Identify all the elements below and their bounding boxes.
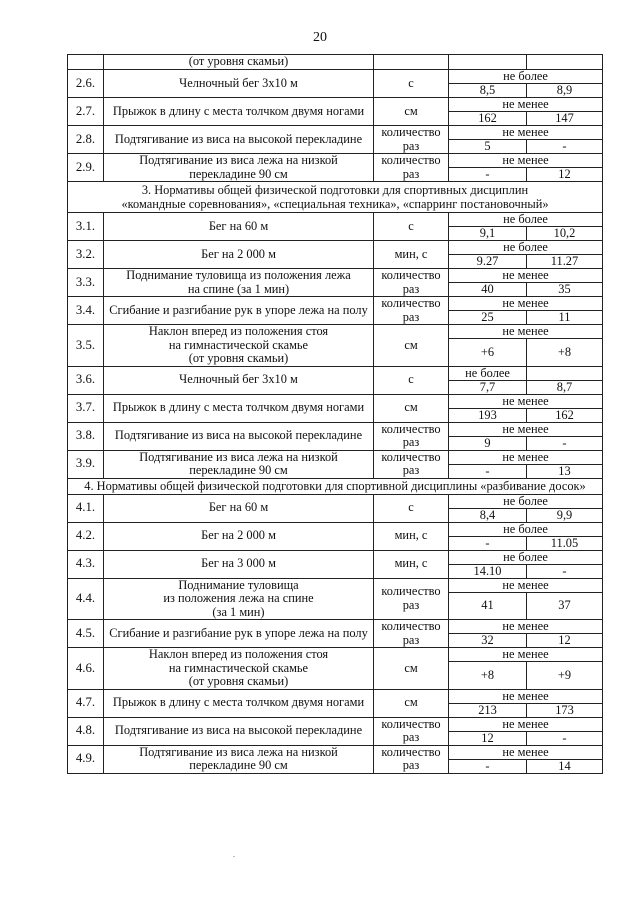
value-girls: 37: [527, 592, 603, 619]
value-girls: 9,9: [527, 508, 603, 522]
unit: [374, 366, 449, 394]
exercise-name-line: перекладине 90 см: [189, 166, 288, 181]
unit-line: с: [408, 75, 414, 90]
exercise-name-line: из положения лежа на спине: [163, 591, 314, 605]
exercise-name-line: (от уровня скамьи): [188, 674, 289, 688]
condition-label: не менее: [449, 620, 603, 634]
value-girls: 147: [527, 112, 603, 126]
exercise-name-line: Бег на 3 000 м: [201, 556, 276, 571]
table-row: [68, 213, 603, 227]
section-header: [68, 182, 603, 213]
value-boys: 213: [449, 703, 527, 717]
footer-mark: .: [233, 850, 235, 859]
exercise-name: [104, 745, 374, 773]
table-row: [68, 689, 603, 703]
value-boys: -: [449, 464, 527, 478]
condition-label: не менее: [449, 578, 603, 592]
value-boys: +6: [449, 339, 527, 366]
unit: [374, 126, 449, 154]
value-girls: +8: [527, 339, 603, 366]
exercise-name: [104, 70, 374, 98]
value-boys: 9: [449, 436, 527, 450]
unit: [374, 745, 449, 773]
exercise-name: [104, 717, 374, 745]
table-row: [68, 366, 603, 380]
exercise-name-line: Наклон вперед из положения стоя: [148, 647, 329, 661]
exercise-name: [104, 620, 374, 648]
condition-label: не менее: [449, 297, 603, 311]
value-boys: 5: [449, 140, 527, 154]
unit: [374, 325, 449, 367]
unit-line: количество: [381, 449, 441, 464]
value-girls: 35: [527, 283, 603, 297]
value-girls: 14: [527, 759, 603, 773]
exercise-name-line: Бег на 2 000 м: [201, 528, 276, 543]
continuation-row: [68, 55, 603, 70]
unit-line: см: [404, 400, 418, 415]
exercise-name: [104, 269, 374, 297]
unit: [374, 154, 449, 182]
value-girls: 8,9: [527, 84, 603, 98]
row-number: 3.8.: [68, 422, 104, 450]
exercise-name-line: на гимнастической скамье: [168, 337, 309, 352]
unit: [374, 620, 449, 648]
section-header-line: 4. Нормативы общей физической подготовки для спортивной дисциплины «разбивание досок»: [84, 479, 586, 493]
unit-line: с: [408, 500, 414, 515]
condition-label: не менее: [449, 450, 603, 464]
unit-line: количество: [381, 716, 441, 731]
value-girls: 11.05: [527, 536, 603, 550]
exercise-name: [104, 98, 374, 126]
row-number: 4.4.: [68, 578, 104, 620]
row-number: 4.6.: [68, 648, 104, 690]
value-boys: -: [449, 759, 527, 773]
row-number: 3.7.: [68, 394, 104, 422]
condition-label: не более: [449, 213, 603, 227]
value-boys: 162: [449, 112, 527, 126]
exercise-name: [104, 366, 374, 394]
unit: [374, 394, 449, 422]
unit-line: мин, с: [394, 528, 428, 543]
table-row: [68, 297, 603, 311]
unit: [374, 578, 449, 620]
unit: [374, 450, 449, 478]
condition-label: не менее: [449, 269, 603, 283]
unit-line: раз: [402, 166, 420, 181]
exercise-name-line: перекладине 90 см: [189, 463, 288, 477]
exercise-name-line: (за 1 мин): [212, 604, 265, 619]
unit-line: раз: [402, 597, 420, 612]
exercise-name: [104, 241, 374, 269]
exercise-name-line: Подтягивание из виса лежа на низкой: [139, 449, 338, 464]
value-boys: 25: [449, 311, 527, 325]
row-number: 4.2.: [68, 522, 104, 550]
value-boys: 8,5: [449, 84, 527, 98]
row-number: 3.9.: [68, 450, 104, 478]
unit-line: см: [404, 337, 418, 352]
unit-line: количество: [381, 153, 441, 167]
value-girls: 173: [527, 703, 603, 717]
unit: [374, 717, 449, 745]
table-row: [68, 745, 603, 759]
exercise-name: [104, 213, 374, 241]
condition-label: не менее: [449, 717, 603, 731]
condition-label: не более: [449, 70, 603, 84]
table-row: [68, 578, 603, 592]
row-number: 4.7.: [68, 689, 104, 717]
unit-line: см: [404, 660, 418, 675]
condition-label: не менее: [449, 745, 603, 759]
exercise-name: [104, 689, 374, 717]
section-header-row: [68, 478, 603, 494]
value-girls: 162: [527, 408, 603, 422]
row-number: 3.5.: [68, 325, 104, 367]
exercise-name-line: Бег на 60 м: [208, 218, 269, 233]
value-boys: +8: [449, 662, 527, 689]
unit-line: количество: [381, 619, 441, 633]
section-header-line: 3. Нормативы общей физической подготовки для спортивных дисциплин: [141, 183, 529, 197]
exercise-name-line: Прыжок в длину с места толчком двумя ногами: [112, 103, 365, 118]
table-row: [68, 450, 603, 464]
row-number: 2.9.: [68, 154, 104, 182]
exercise-name-line: Подтягивание из виса на высокой перекладине: [114, 723, 363, 738]
value-girls: -: [527, 436, 603, 450]
exercise-name: [104, 422, 374, 450]
unit: [374, 241, 449, 269]
condition-label: не менее: [449, 126, 603, 140]
value-girls: -: [527, 564, 603, 578]
row-number: 2.7.: [68, 98, 104, 126]
unit-line: раз: [402, 309, 420, 324]
exercise-name-line: перекладине 90 см: [189, 758, 288, 772]
table-row: [68, 154, 603, 168]
unit-line: раз: [402, 632, 420, 647]
page-number: 20: [313, 30, 327, 45]
value-boys: 32: [449, 634, 527, 648]
exercise-name-line: на спине (за 1 мин): [187, 281, 290, 296]
unit-line: количество: [381, 744, 441, 759]
unit-line: раз: [402, 730, 420, 744]
exercise-name: [104, 297, 374, 325]
unit-line: количество: [381, 584, 441, 599]
exercise-name-line: Поднимание туловища из положения лежа: [126, 268, 351, 282]
exercise-name-line: Бег на 2 000 м: [201, 246, 276, 261]
unit-line: см: [404, 695, 418, 710]
unit: [374, 297, 449, 325]
unit-line: количество: [381, 296, 441, 310]
value-girls: +9: [527, 662, 603, 689]
section-header-line: «командные соревнования», «специальная техника», «спарринг постановочный»: [121, 197, 549, 211]
value-girls: 8,7: [527, 380, 603, 394]
table-row: [68, 550, 603, 564]
row-number: 4.1.: [68, 494, 104, 522]
value-girls: 13: [527, 464, 603, 478]
exercise-name: [104, 578, 374, 620]
value-girls: 12: [527, 168, 603, 182]
exercise-name-line: Подтягивание из виса на высокой перекладине: [114, 428, 363, 443]
unit-line: раз: [402, 463, 420, 477]
exercise-name: [104, 494, 374, 522]
value-girls: -: [527, 140, 603, 154]
exercise-name-line: Челночный бег 3х10 м: [179, 372, 298, 387]
exercise-name: [104, 522, 374, 550]
condition-label: не более: [449, 494, 603, 508]
unit: [374, 522, 449, 550]
table-row: [68, 98, 603, 112]
exercise-name-line: Подтягивание из виса лежа на низкой: [139, 744, 338, 759]
unit-line: с: [408, 218, 414, 233]
exercise-name-line: (от уровня скамьи): [188, 351, 289, 365]
table-row: [68, 394, 603, 408]
condition-label: не более: [449, 522, 603, 536]
exercise-name: [104, 648, 374, 690]
value-girls: 11: [527, 311, 603, 325]
unit: [374, 494, 449, 522]
row-number: 4.8.: [68, 717, 104, 745]
condition-label: не более: [449, 241, 603, 255]
condition-label: не менее: [449, 422, 603, 436]
row-number: 3.4.: [68, 297, 104, 325]
condition-label: не менее: [449, 325, 603, 339]
exercise-name-line: Сгибание и разгибание рук в упоре лежа на полу: [109, 625, 368, 640]
exercise-name-line: Сгибание и разгибание рук в упоре лежа на полу: [109, 302, 368, 317]
value-boys: 9,1: [449, 227, 527, 241]
unit: [374, 648, 449, 690]
value-girls: 11.27: [527, 255, 603, 269]
row-number: 4.5.: [68, 620, 104, 648]
condition-label: не менее: [449, 98, 603, 112]
unit: [374, 689, 449, 717]
unit-line: количество: [381, 421, 441, 436]
unit: [374, 422, 449, 450]
unit-line: количество: [381, 125, 441, 139]
unit: [374, 98, 449, 126]
row-number: 2.6.: [68, 70, 104, 98]
value-boys: 41: [449, 592, 527, 619]
unit-line: см: [404, 103, 418, 118]
value-boys: 12: [449, 731, 527, 745]
unit-line: раз: [402, 435, 420, 449]
exercise-name: [104, 154, 374, 182]
exercise-name-line: Челночный бег 3х10 м: [179, 75, 298, 90]
exercise-name: [104, 325, 374, 367]
row-number: 3.6.: [68, 366, 104, 394]
unit: [374, 70, 449, 98]
table-row: [68, 241, 603, 255]
table-row: [68, 422, 603, 436]
exercise-name-line: Прыжок в длину с места толчком двумя ногами: [112, 400, 365, 415]
value-girls: -: [527, 731, 603, 745]
unit-line: раз: [402, 138, 420, 153]
condition-label: не менее: [449, 394, 603, 408]
row-number: 2.8.: [68, 126, 104, 154]
condition-label: не более: [449, 550, 603, 564]
value-girls: 12: [527, 634, 603, 648]
unit-line: с: [408, 372, 414, 387]
value-boys: 14.10: [449, 564, 527, 578]
unit-line: количество: [381, 268, 441, 282]
continuation-text: (от уровня скамьи): [104, 55, 374, 70]
table-row: [68, 126, 603, 140]
row-number: 3.2.: [68, 241, 104, 269]
table-row: [68, 325, 603, 339]
table-row: [68, 70, 603, 84]
norms-table: [67, 54, 603, 774]
unit-line: раз: [402, 758, 420, 772]
table-row: [68, 648, 603, 662]
exercise-name-line: Прыжок в длину с места толчком двумя ногами: [112, 695, 365, 710]
table-row: [68, 522, 603, 536]
exercise-name-line: Подтягивание из виса лежа на низкой: [139, 153, 338, 167]
value-boys: 8,4: [449, 508, 527, 522]
unit: [374, 269, 449, 297]
table-row: [68, 494, 603, 508]
exercise-name-line: Наклон вперед из положения стоя: [148, 324, 329, 338]
exercise-name: [104, 394, 374, 422]
condition-label: не менее: [449, 648, 603, 662]
value-boys: 40: [449, 283, 527, 297]
exercise-name: [104, 550, 374, 578]
row-number: 4.3.: [68, 550, 104, 578]
row-number: 3.3.: [68, 269, 104, 297]
table-row: [68, 620, 603, 634]
exercise-name-line: Поднимание туловища: [178, 577, 299, 592]
section-header-row: [68, 182, 603, 213]
unit: [374, 550, 449, 578]
unit-line: раз: [402, 281, 420, 296]
unit: [374, 213, 449, 241]
unit-line: мин, с: [394, 246, 428, 261]
unit-line: мин, с: [394, 556, 428, 571]
value-boys: -: [449, 168, 527, 182]
exercise-name: [104, 450, 374, 478]
table-row: [68, 717, 603, 731]
value-girls: 10,2: [527, 227, 603, 241]
value-boys: -: [449, 536, 527, 550]
row-number: 4.9.: [68, 745, 104, 773]
exercise-name-line: Бег на 60 м: [208, 500, 269, 515]
value-boys: 9.27: [449, 255, 527, 269]
table-row: [68, 269, 603, 283]
exercise-name-line: Подтягивание из виса на высокой перекладине: [114, 131, 363, 146]
condition-label: не менее: [449, 689, 603, 703]
value-boys: 193: [449, 408, 527, 422]
condition-label: не более: [449, 366, 527, 380]
value-boys: 7,7: [449, 380, 527, 394]
row-number: 3.1.: [68, 213, 104, 241]
condition-label: не менее: [449, 154, 603, 168]
exercise-name: [104, 126, 374, 154]
section-header: [68, 478, 603, 494]
exercise-name-line: на гимнастической скамье: [168, 660, 309, 675]
